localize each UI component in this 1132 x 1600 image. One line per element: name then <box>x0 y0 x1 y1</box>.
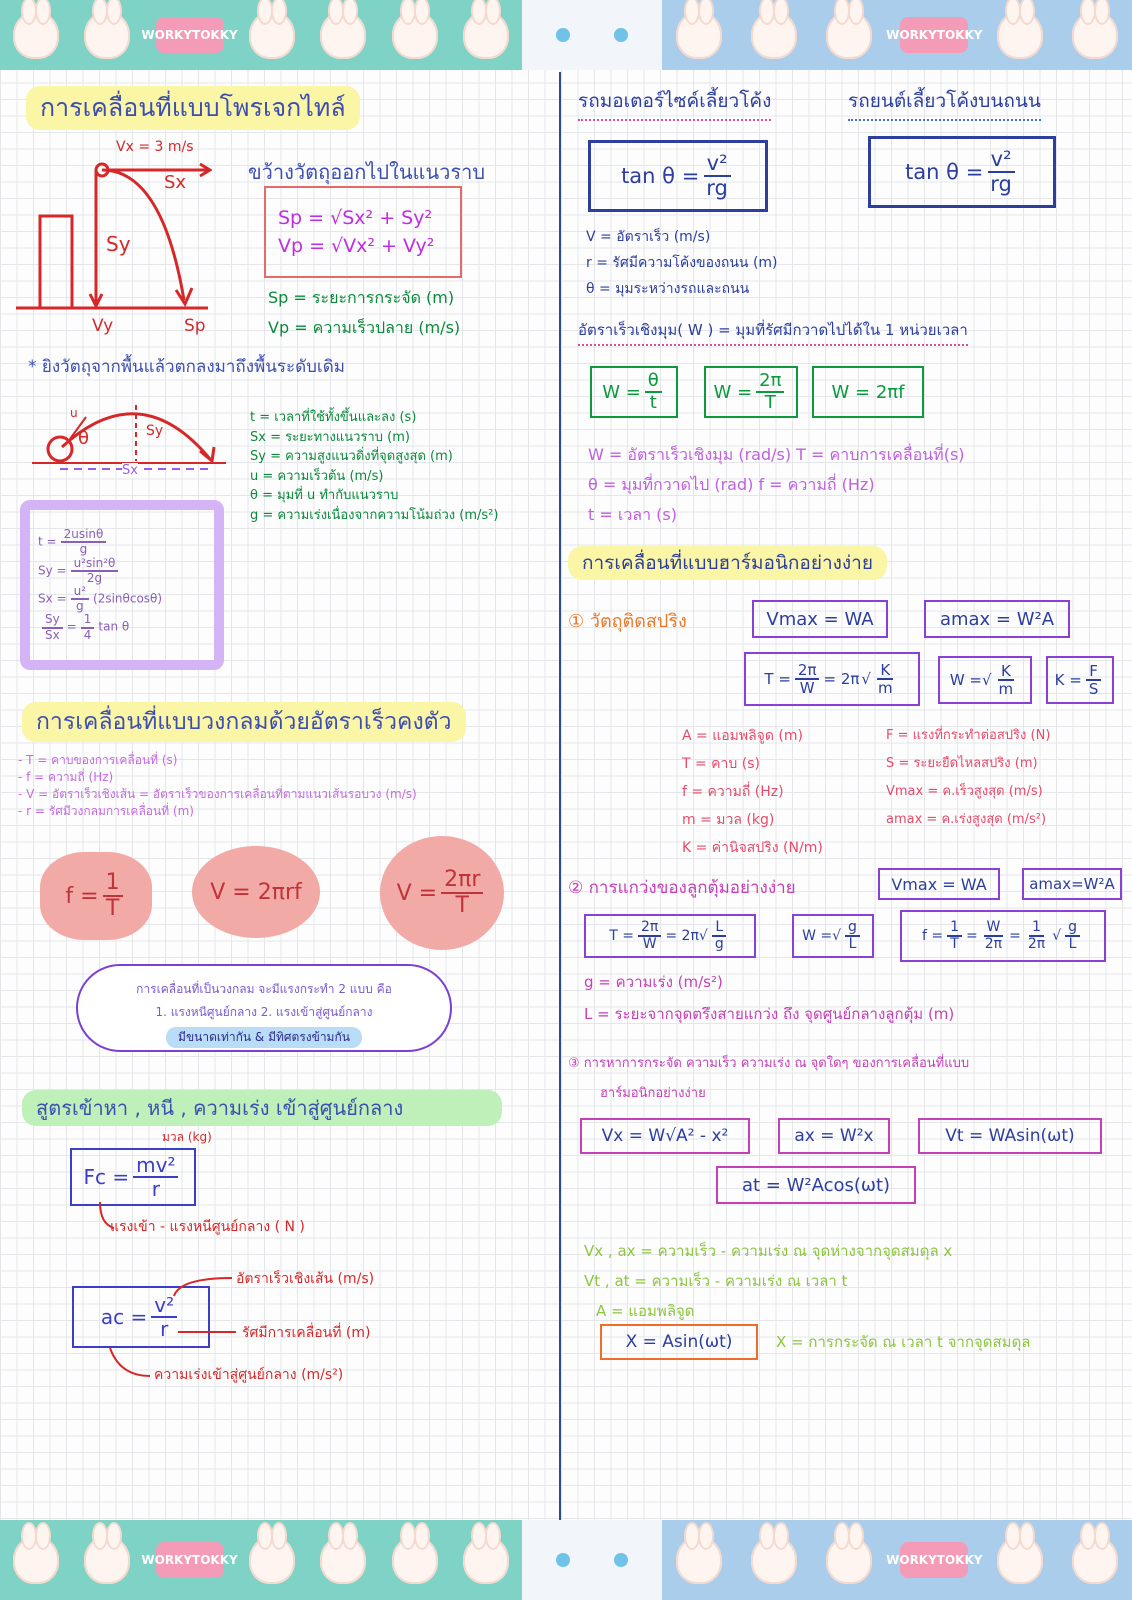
pendulum-w-box: W = √ $\frac{g}{L}$ <box>792 914 874 958</box>
shm-title: การเคลื่อนที่แบบฮาร์มอนิกอย่างง่าย <box>568 546 887 580</box>
x-definition: X = การกระจัด ณ เวลา t จากจุดสมดุล <box>776 1333 1031 1351</box>
bunny-icon <box>84 1536 130 1584</box>
bunny-icon <box>320 11 366 59</box>
def-g: g = ความเร่งเนื่องจากความโน้มถ่วง (m/s²) <box>250 507 499 523</box>
vy-label: Vy <box>92 316 114 336</box>
bunny-icon <box>463 1536 509 1584</box>
sy-formula: Sy = $\frac{\text{u²sin²θ}}{2g}$ <box>38 557 122 585</box>
u-label: u <box>70 406 78 420</box>
pendulum-vmax-box: Vmax = WA <box>878 868 1000 900</box>
bunny-face-icon <box>522 1520 662 1600</box>
sx-range-label: Sx <box>122 463 138 478</box>
def-extension: S = ระยะยืดไหลสปริง (m) <box>886 756 1038 771</box>
bunny-icon <box>826 1536 872 1584</box>
def-spring-constant: K = ค่านิจสปริง (N/m) <box>682 840 823 856</box>
banner-blue-segment <box>662 0 1132 70</box>
banner-teal-segment <box>0 1520 522 1600</box>
pendulum-amax-box: amax=W²A <box>1022 868 1122 900</box>
vp-definition: Vp = ความเร็วปลาย (m/s) <box>268 318 461 337</box>
banner-blue-segment <box>662 1520 1132 1600</box>
vx-formula-box: Vx = W√A² - x² <box>580 1118 750 1154</box>
motorcycle-title: รถมอเตอร์ไซค์เลี้ยวโค้ง <box>578 86 771 121</box>
bunny-icon <box>84 11 130 59</box>
car-tan-box: tan θ = $\frac{\text{v²}}{rg}$ <box>868 136 1056 208</box>
def-force: F = แรงที่กระทำต่อสปริง (N) <box>886 728 1051 743</box>
def-spring-frequency: f = ความถี่ (Hz) <box>682 784 784 800</box>
def-speed: V = อัตราเร็ว (m/s) <box>586 229 711 245</box>
def-period: - T = คาบของการเคลื่อนที่ (s) <box>18 753 178 767</box>
bunny-icon <box>751 1536 797 1584</box>
bunny-icon <box>392 11 438 59</box>
def-radius: - r = รัศมีวงกลมการเคลื่อนที่ (m) <box>18 804 194 818</box>
bunny-icon <box>676 11 722 59</box>
cloud-line-2: 1. แรงหนีศูนย์กลาง 2. แรงเข้าสู่ศูนย์กลาง <box>155 1005 373 1019</box>
car-title: รถยนต์เลี้ยวโค้งบนถนน <box>848 86 1041 121</box>
bunny-icon <box>320 1536 366 1584</box>
bunny-icon <box>751 11 797 59</box>
fc-label: แรงเข้า - แรงหนีศูนย์กลาง ( N ) <box>110 1219 305 1235</box>
spring-w-box: W = √ $\frac{K}{m}$ <box>938 656 1032 704</box>
t-formula: t = $\frac{2usin\theta}{g}$ <box>38 528 110 556</box>
angular-velocity-heading: อัตราเร็วเชิงมุม( W ) = มุมที่รัศมีกวาดไปได้ใน 1 หน่วยเวลา <box>578 318 968 346</box>
projectile-definitions <box>250 408 498 525</box>
def-angular-speed: W = อัตราเร็วเชิงมุม (rad/s) T = คาบการเคลื่อนที่(s) <box>588 445 965 464</box>
ratio-formula: $\frac{Sy}{Sx}$ = $\frac{1}{4}$ tan θ <box>38 613 129 641</box>
bunny-icon <box>13 1536 59 1584</box>
centripetal-title: สูตรเข้าหา , หนี , ความเร่ง เข้าสู่ศูนย์กลาง <box>22 1090 502 1126</box>
w-2pi-t-box: W = $\frac{2\pi}{T}$ <box>704 366 798 418</box>
ac-label: ความเร่งเข้าสู่ศูนย์กลาง (m/s²) <box>154 1367 344 1383</box>
brand-logo: WORKY TOKKY <box>156 17 224 53</box>
projectile-formula-box <box>20 500 224 670</box>
ac-formula-box: ac = $\frac{\text{v²}}{r}$ <box>72 1286 210 1348</box>
sp-definition: Sp = ระยะการกระจัด (m) <box>268 288 455 307</box>
bunny-icon <box>13 11 59 59</box>
column-divider <box>559 72 561 1520</box>
bunny-icon <box>392 1536 438 1584</box>
def-sx: Sx = ระยะทางแนวราบ (m) <box>250 429 410 445</box>
sy-label: Sy <box>106 232 131 256</box>
sy-height-label: Sy <box>146 423 164 439</box>
def-linear-speed: - V = อัตราเร็วเชิงเส้น = อัตราเร็วของการเคลื่อนที่ตามแนวเส้นรอบวง (m/s) <box>18 787 417 801</box>
projectile-title: การเคลื่อนที่แบบโพรเจกไทล์ <box>26 86 360 130</box>
def-mass: m = มวล (kg) <box>682 812 775 828</box>
bunny-icon <box>676 1536 722 1584</box>
vt-formula-box: Vt = WAsin(ωt) <box>918 1118 1102 1154</box>
def-u: u = ความเร็วต้น (m/s) <box>250 468 384 484</box>
circular-definitions <box>18 752 417 820</box>
def-amax: amax = ค.เร่งสูงสุด (m/s²) <box>886 812 1047 827</box>
sp-formula: Sp = √Sx² + Sy² <box>278 207 433 229</box>
displacement-heading-2: ฮาร์มอนิกอย่างง่าย <box>600 1086 706 1101</box>
sp-vp-formula-box <box>264 186 462 278</box>
spring-definitions-left <box>682 722 823 862</box>
note-amplitude: A = แอมพลิจูด <box>596 1302 695 1320</box>
vmax-box: Vmax = WA <box>752 600 888 638</box>
bunny-icon <box>997 11 1043 59</box>
v-label: อัตราเร็วเชิงเส้น (m/s) <box>236 1271 375 1287</box>
pendulum-g-def: g = ความเร่ง (m/s²) <box>584 973 723 991</box>
shm-notes <box>584 1236 952 1326</box>
r-label: รัศมีการเคลื่อนที่ (m) <box>242 1325 371 1341</box>
def-spring-period: T = คาบ (s) <box>682 756 760 772</box>
def-tilt-angle: θ = มุมระหว่างรถและถนน <box>586 281 750 297</box>
def-frequency: - f = ความถี่ (Hz) <box>18 770 114 784</box>
bottom-banner <box>0 1520 1132 1600</box>
bunny-icon <box>463 11 509 59</box>
banner-teal-segment <box>0 0 522 70</box>
def-time: t = เวลา (s) <box>588 505 677 524</box>
bunny-icon <box>1072 1536 1118 1584</box>
sp-label: Sp <box>184 316 206 336</box>
bunny-icon <box>997 1536 1043 1584</box>
pendulum-period-box: T = $\frac{2\pi}{W}$ = 2π √ $\frac{L}{g}$ <box>584 914 756 958</box>
circular-motion-title: การเคลื่อนที่แบบวงกลมด้วยอัตราเร็วคงตัว <box>22 702 466 742</box>
pendulum-l-def: L = ระยะจากจุดตรึงสายแกว่ง ถึง จุดศูนย์กลางลูกตุ้ม (m) <box>584 1005 955 1023</box>
vp-formula: Vp = √Vx² + Vy² <box>278 235 435 257</box>
horizontal-throw-note: ขว้างวัตถุออกไปในแนวราบ <box>248 160 486 184</box>
curve-definitions <box>586 224 778 302</box>
v-2pir-over-t-bubble: V = $\frac{2\pi r}{T}$ <box>380 836 504 950</box>
v-2pirf-bubble: V = 2πrf <box>192 846 320 938</box>
theta-label: θ <box>78 428 90 449</box>
def-vmax: Vmax = ค.เร็วสูงสุด (m/s) <box>886 784 1043 799</box>
displacement-heading-1: ③ การหาการกระจัด ความเร็ว ความเร่ง ณ จุดใดๆ ของการเคลื่อนที่แบบ <box>568 1056 970 1071</box>
pendulum-f-box: f = $\frac{1}{T}$ = $\frac{W}{2\pi}$ = $\frac{1}{2\pi}$ √ $\frac{g}{L}$ <box>900 910 1106 962</box>
mass-label: มวล (kg) <box>162 1130 212 1144</box>
bunny-face-icon <box>522 0 662 70</box>
brand-logo: WORKY TOKKY <box>900 17 968 53</box>
w-2pif-box: W = 2πf <box>812 366 924 418</box>
sx-label: Sx <box>164 172 187 193</box>
brand-logo: WORKY TOKKY <box>156 1542 224 1578</box>
spring-period-box: T = $\frac{2\pi}{W}$ = 2π √ $\frac{K}{m}$ <box>744 652 920 706</box>
f-formula-bubble: f = $\frac{1}{T}$ <box>40 852 152 940</box>
spring-k-box: K = $\frac{F}{S}$ <box>1046 656 1114 704</box>
cloud-line-3: มีขนาดเท่ากัน & มีทิศตรงข้ามกัน <box>166 1027 362 1048</box>
note-vt-at: Vt , at = ความเร็ว - ความเร่ง ณ เวลา t <box>584 1272 848 1290</box>
fc-formula-box: Fc = $\frac{\text{mv²}}{r}$ <box>70 1148 196 1206</box>
def-theta: θ = มุมที่ u ทำกับแนวราบ <box>250 488 399 503</box>
top-banner <box>0 0 1132 70</box>
def-curve-radius: r = รัศมีความโค้งของถนน (m) <box>586 255 778 271</box>
amax-box: amax = W²A <box>924 600 1070 638</box>
at-formula-box: at = W²Acos(ωt) <box>716 1166 916 1204</box>
motorcycle-tan-box: tan θ = $\frac{\text{v²}}{rg}$ <box>588 140 768 212</box>
ground-launch-note: * ยิงวัตถุจากพื้นแล้วตกลงมาถึงพื้นระดับเดิม <box>28 357 345 377</box>
note-vx-ax: Vx , ax = ความเร็ว - ความเร่ง ณ จุดห่างจากจุดสมดุล x <box>584 1242 953 1260</box>
bunny-icon <box>249 1536 295 1584</box>
bunny-icon <box>1072 11 1118 59</box>
spring-heading: ① วัตถุติดสปริง <box>568 611 687 632</box>
brand-logo: WORKY TOKKY <box>900 1542 968 1578</box>
pendulum-heading: ② การแกว่งของลูกตุ้มอย่างง่าย <box>568 878 796 898</box>
vx-label: Vx = 3 m/s <box>116 139 194 155</box>
cloud-line-1: การเคลื่อนที่เป็นวงกลม จะมีแรงกระทำ 2 แบบ คือ <box>136 982 392 996</box>
sx-formula: Sx = $\frac{\text{u²}}{g}$ (2sinθcosθ) <box>38 584 163 614</box>
ax-formula-box: ax = W²x <box>778 1118 890 1154</box>
def-angle: θ = มุมที่กวาดไป (rad) f = ความถี่ (Hz) <box>588 475 875 494</box>
bunny-icon <box>249 11 295 59</box>
w-theta-t-box: W = $\frac{\theta}{t}$ <box>590 366 678 418</box>
def-amplitude: A = แอมพลิจูด (m) <box>682 728 803 744</box>
x-formula-box: X = Asin(ωt) <box>600 1324 758 1360</box>
angular-definitions <box>588 440 965 530</box>
def-sy: Sy = ความสูงแนวดิ่งที่จุดสูงสุด (m) <box>250 449 453 464</box>
def-t: t = เวลาที่ใช้ทั้งขึ้นและลง (s) <box>250 410 417 425</box>
spring-definitions-right <box>886 722 1050 834</box>
force-pair-cloud <box>76 964 452 1052</box>
bunny-icon <box>826 11 872 59</box>
